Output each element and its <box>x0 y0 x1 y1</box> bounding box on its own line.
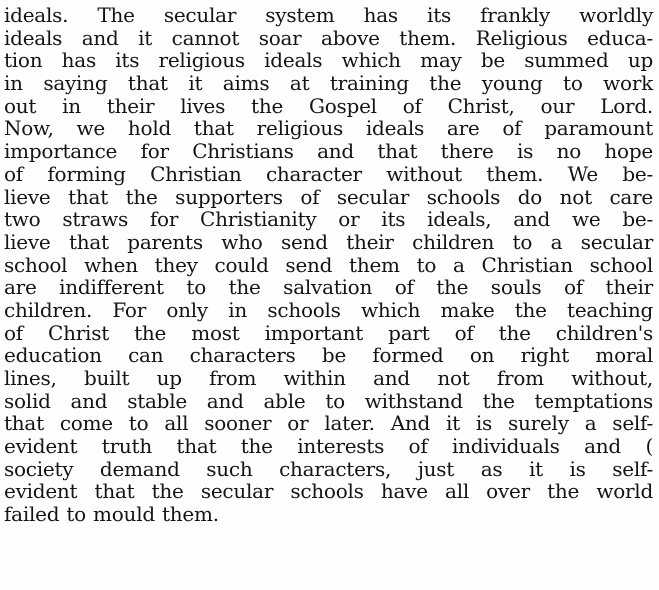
text-line: of Christ the most important part of the children's <box>4 320 653 345</box>
text-line: in saying that it aims at training the young to work <box>4 71 653 96</box>
paragraph <box>4 4 653 526</box>
text-line: are indifferent to the salvation of the souls of their <box>4 275 653 300</box>
text-line: evident truth that the interests of individuals and ( <box>4 434 653 459</box>
text-line: lieve that the supporters of secular schools do not care <box>4 184 653 209</box>
text-line: that come to all sooner or later. And it is surely a self- <box>4 411 653 436</box>
text-line: society demand such characters, just as it is self- <box>4 456 653 481</box>
text-line: ideals. The secular system has its frankly worldly <box>4 3 653 27</box>
text-line: out in their lives the Gospel of Christ, our Lord. <box>4 93 653 118</box>
text-line: lines, built up from within and not from without, <box>4 366 653 390</box>
text-line: lieve that parents who send their children to a secular <box>4 229 653 254</box>
text-line: children. For only in schools which make the teaching <box>4 297 653 322</box>
text-line: school when they could send them to a Christian school <box>4 252 653 277</box>
text-line: education can characters be formed on right moral <box>4 343 653 368</box>
text-line: importance for Christians and that there is no hope <box>4 139 653 164</box>
text-line: ideals and it cannot soar above them. Religious educa- <box>4 25 653 50</box>
text-line: two straws for Christianity or its ideals, and we be- <box>4 207 653 232</box>
text-line: solid and stable and able to withstand the temptations <box>4 388 653 413</box>
text-line: of forming Christian character without them. We be- <box>4 161 653 186</box>
text-line: tion has its religious ideals which may be summed up <box>4 48 653 73</box>
text-line: Now, we hold that religious ideals are of paramount <box>4 116 653 141</box>
text-line: evident that the secular schools have all over the world <box>4 479 653 504</box>
text-line: failed to mould them. <box>4 502 219 527</box>
